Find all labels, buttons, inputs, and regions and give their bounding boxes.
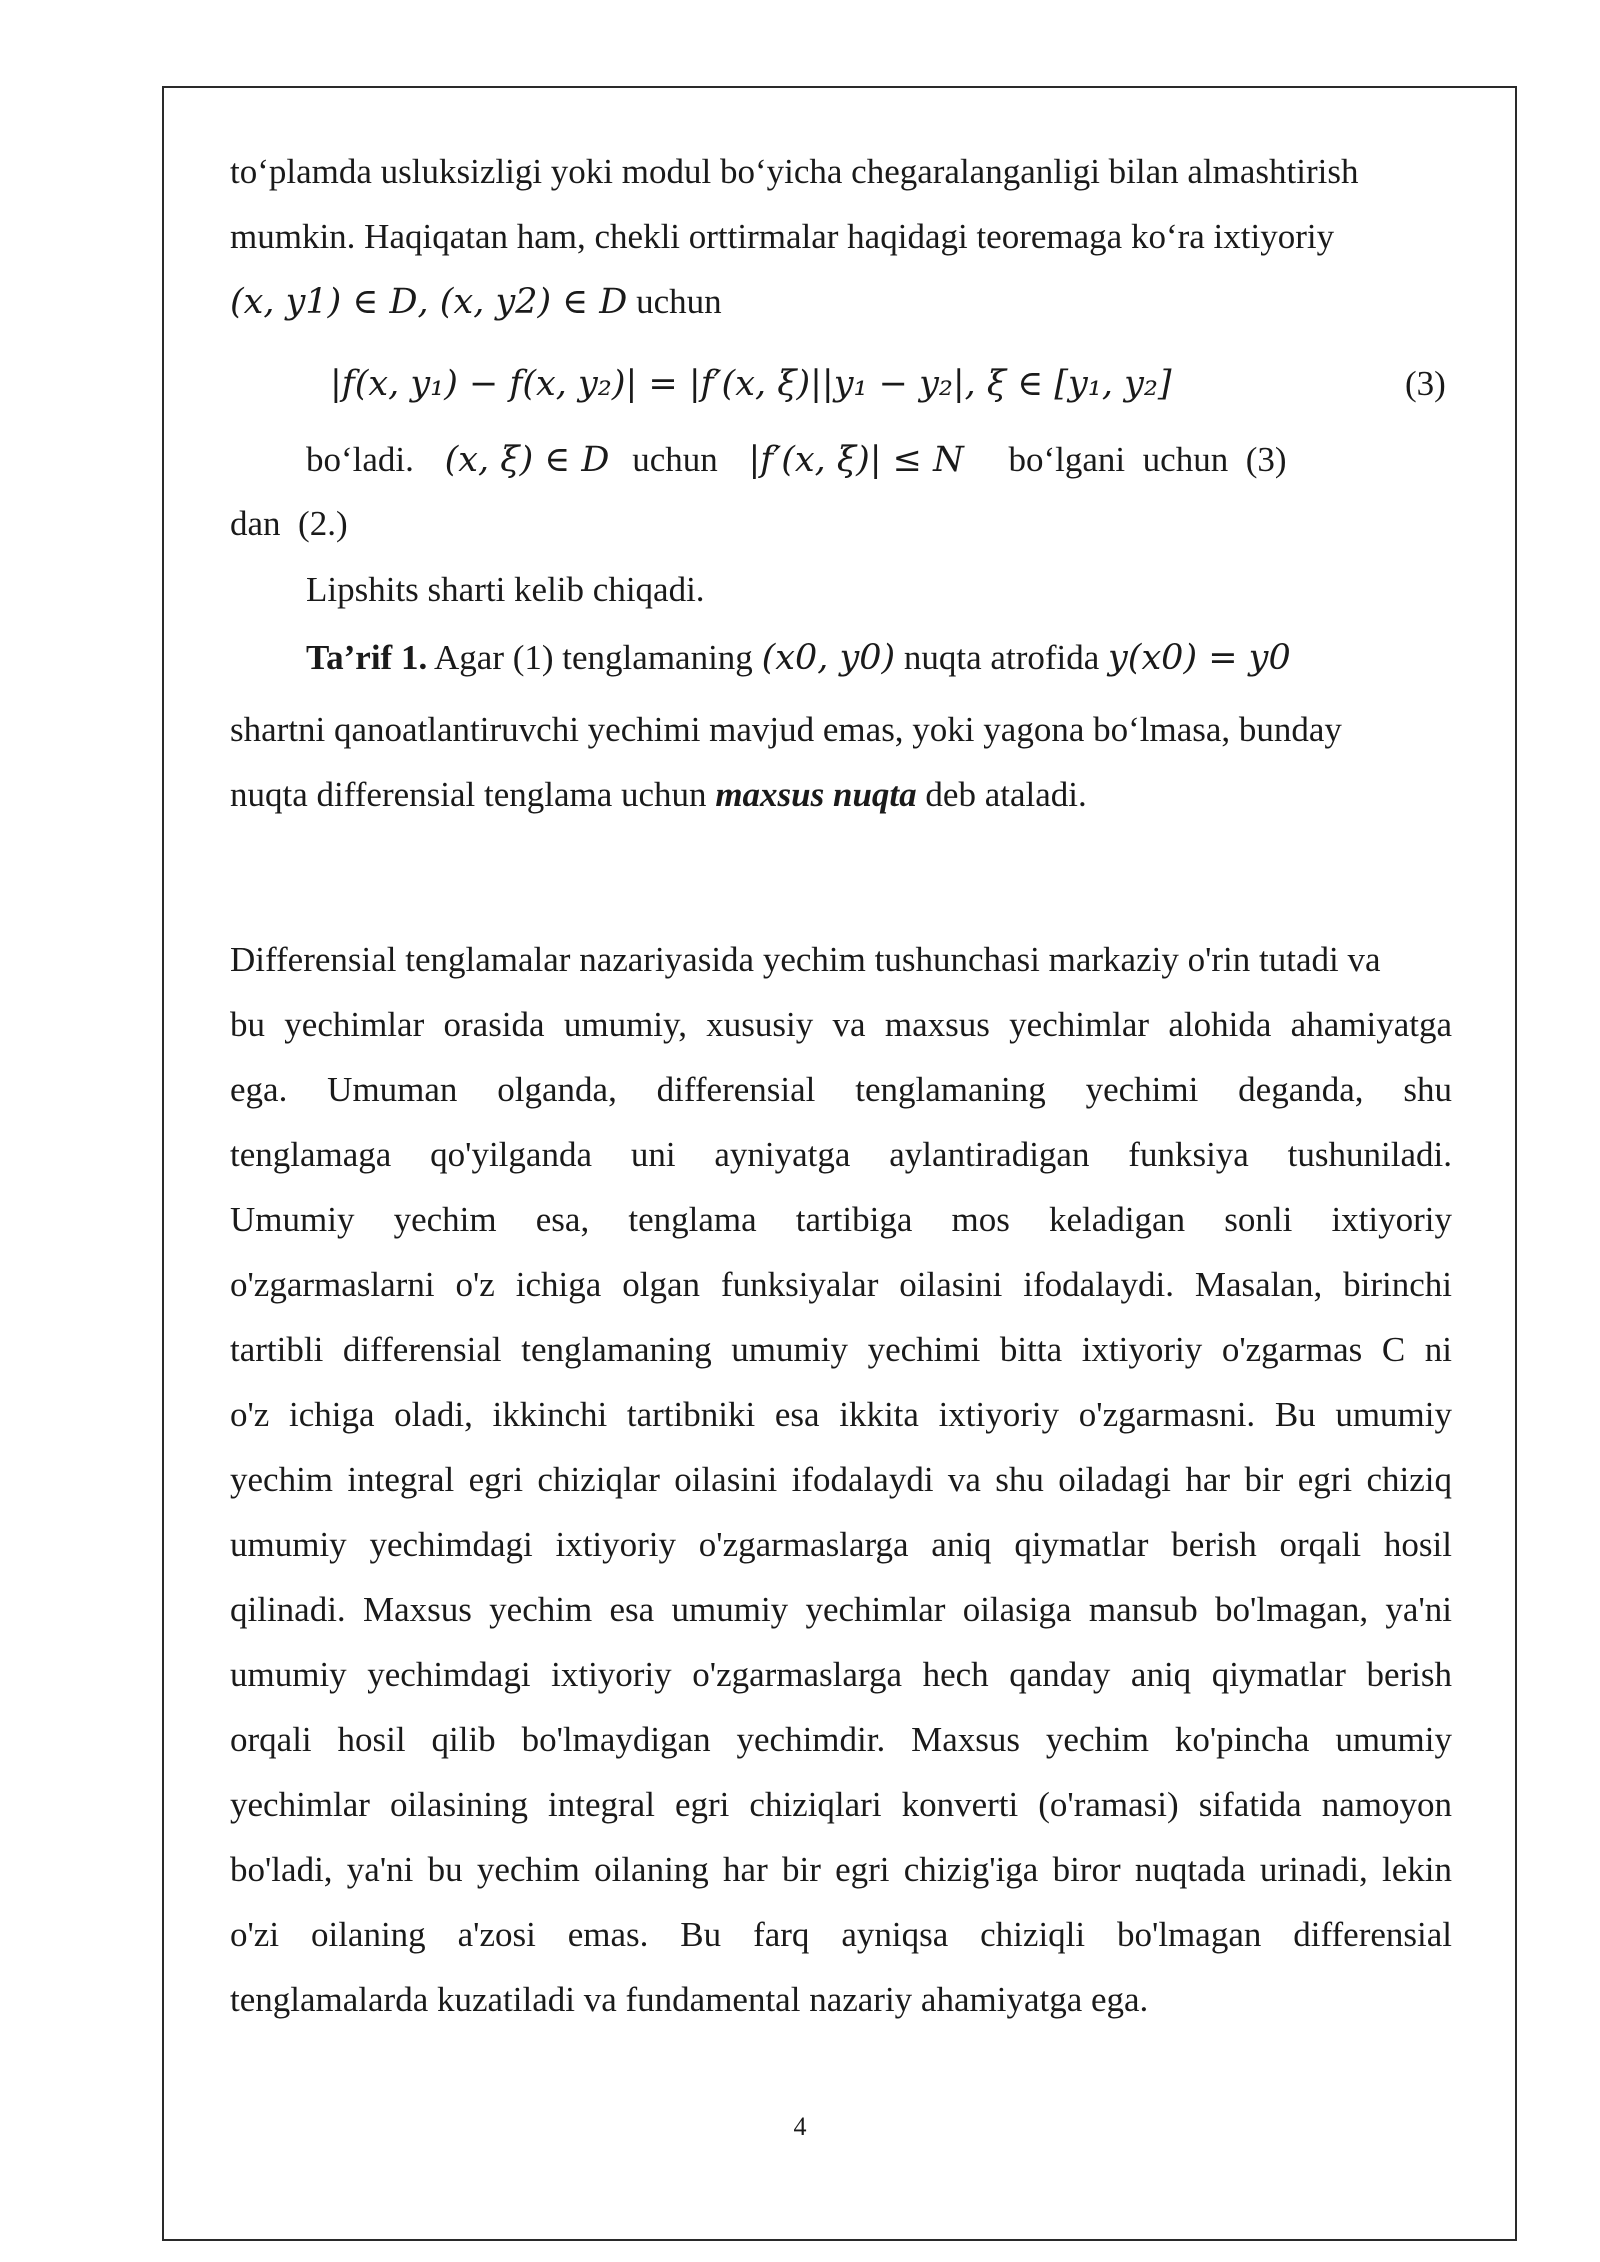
text-line: [306, 438, 1452, 482]
equation-line: [330, 362, 1446, 406]
math-expression: (𝑥, 𝑦1) ∈ 𝐷, (𝑥, 𝑦2) ∈ 𝐷: [230, 282, 628, 322]
text-fragment: bo‘lgani uchun (3): [1008, 440, 1287, 479]
paragraph-line: Umumiy yechim esa, tenglama tartibiga mos keladigan sonli ixtiyoriy: [230, 1200, 1452, 1239]
paragraph-line: qilinadi. Maxsus yechim esa umumiy yechimlar oilasiga mansub bo'lmagan, ya'ni: [230, 1590, 1452, 1629]
text-line: Lipshits sharti kelib chiqadi.: [306, 570, 705, 609]
text-line: [230, 773, 1087, 817]
text-fragment: uchun: [632, 440, 718, 479]
math-expression: |𝑓′(𝑥, 𝜉)| ≤ 𝑁: [748, 440, 964, 480]
equation: |𝑓(𝑥, 𝑦₁) − 𝑓(𝑥, 𝑦₂)| = |𝑓′(𝑥, 𝜉)||𝑦₁ − 𝑦₂|, 𝜉 ∈ [𝑦₁, 𝑦₂]: [330, 364, 1172, 404]
text-line: [230, 280, 722, 324]
text-fragment: bo‘ladi.: [306, 440, 414, 479]
text-fragment: nuqta differensial tenglama uchun: [230, 775, 716, 814]
equation-number: (3): [1405, 364, 1446, 403]
paragraph-line: tenglamaga qo'yilganda uni ayniyatga aylantiradigan funksiya tushuniladi.: [230, 1135, 1452, 1174]
paragraph-line: o'z ichiga oladi, ikkinchi tartibniki esa ikkita ixtiyoriy o'zgarmasni. Bu umumiy: [230, 1395, 1452, 1434]
text-line: to‘plamda usluksizligi yoki modul bo‘yicha chegaralanganligi bilan almashtirish: [230, 152, 1359, 191]
math-expression: 𝑦(𝑥0) = 𝑦0: [1108, 638, 1291, 678]
paragraph-line: yechim integral egri chiziqlar oilasini ifodalaydi va shu oiladagi har bir egri chiziq: [230, 1460, 1452, 1499]
paragraph-line: bo'ladi, ya'ni bu yechim oilaning har bir egri chizig'iga biror nuqtada urinadi, lekin: [230, 1850, 1452, 1889]
definition-line: [306, 636, 1291, 680]
defined-term: maxsus nuqta: [715, 775, 917, 814]
paragraph-line: tenglamalarda kuzatiladi va fundamental nazariy ahamiyatga ega.: [230, 1980, 1149, 2019]
paragraph-line: o'zgarmaslarni o'z ichiga olgan funksiyalar oilasini ifodalaydi. Masalan, birinchi: [230, 1265, 1452, 1304]
paragraph-line: ega. Umuman olganda, differensial tenglamaning yechimi deganda, shu: [230, 1070, 1452, 1109]
paragraph-line: yechimlar oilasining integral egri chiziqlari konverti (o'ramasi) sifatida namoyon: [230, 1785, 1452, 1824]
paragraph-line: Differensial tenglamalar nazariyasida yechim tushunchasi markaziy o'rin tutadi va: [230, 940, 1381, 979]
paragraph-line: orqali hosil qilib bo'lmaydigan yechimdir. Maxsus yechim ko'pincha umumiy: [230, 1720, 1452, 1759]
text-fragment: nuqta atrofida: [895, 638, 1109, 677]
paragraph-line: umumiy yechimdagi ixtiyoriy o'zgarmaslarga aniq qiymatlar berish orqali hosil: [230, 1525, 1452, 1564]
math-expression: (𝑥0, 𝑦0): [761, 638, 896, 678]
definition-label: Ta’rif 1.: [306, 638, 428, 677]
math-expression: (𝑥, 𝜉) ∈ 𝐷: [444, 440, 610, 480]
text-fragment: uchun: [627, 282, 722, 321]
text-line: shartni qanoatlantiruvchi yechimi mavjud emas, yoki yagona bo‘lmasa, bunday: [230, 710, 1342, 749]
text-fragment: deb ataladi.: [916, 775, 1087, 814]
text-line: dan (2.): [230, 504, 348, 543]
paragraph-line: tartibli differensial tenglamaning umumiy yechimi bitta ixtiyoriy o'zgarmas C ni: [230, 1330, 1452, 1369]
text-line: mumkin. Haqiqatan ham, chekli orttirmalar haqidagi teoremaga ko‘ra ixtiyoriy: [230, 217, 1335, 256]
text-fragment: Agar (1) tenglamaning: [427, 638, 762, 677]
paragraph-line: o'zi oilaning a'zosi emas. Bu farq ayniqsa chiziqli bo'lmagan differensial: [230, 1915, 1452, 1954]
paragraph-line: bu yechimlar orasida umumiy, xususiy va maxsus yechimlar alohida ahamiyatga: [230, 1005, 1452, 1044]
page-number: 4: [793, 2112, 807, 2141]
paragraph-line: umumiy yechimdagi ixtiyoriy o'zgarmaslarga hech qanday aniq qiymatlar berish: [230, 1655, 1452, 1694]
